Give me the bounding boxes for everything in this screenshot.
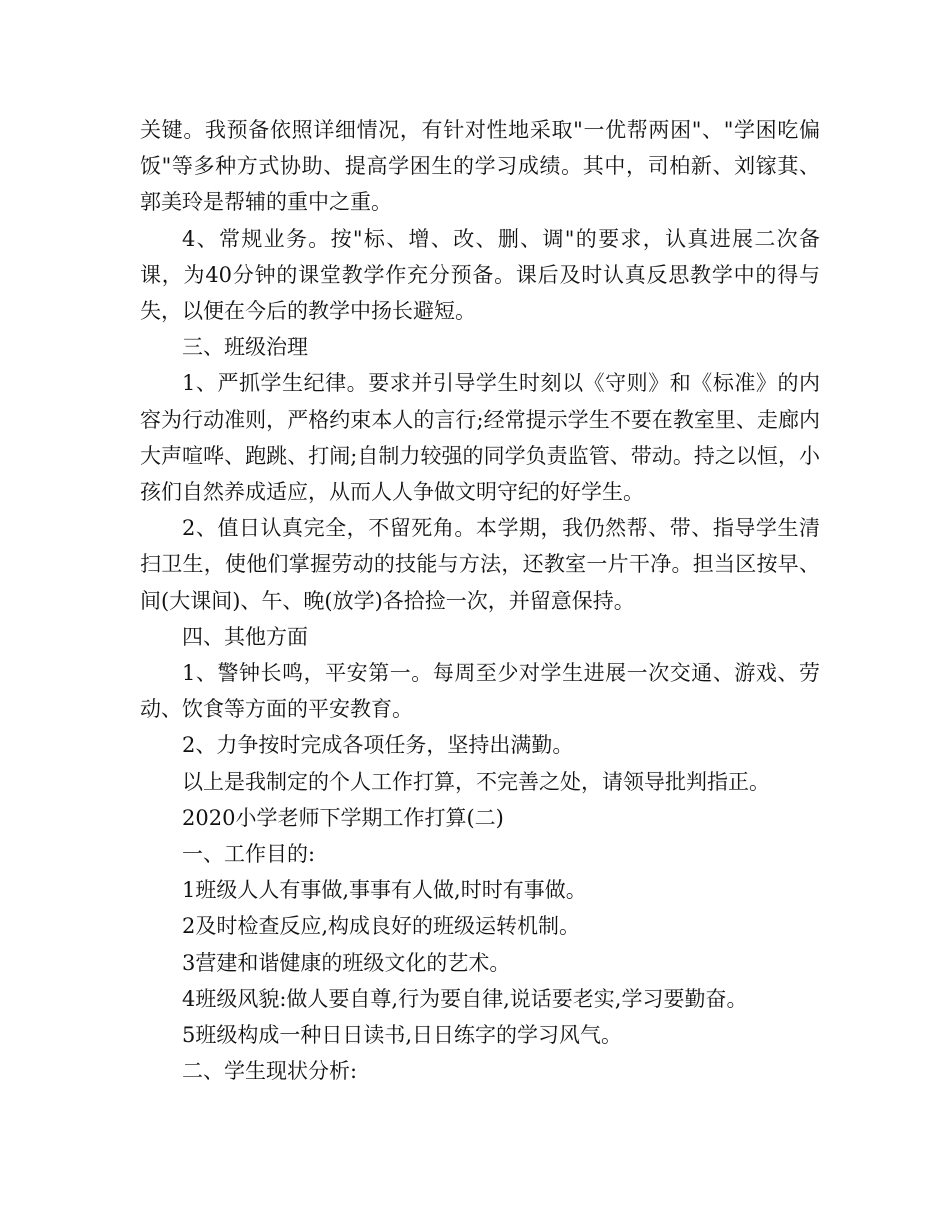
document-body <box>140 112 820 1089</box>
paragraph-1: 关键。我预备依照详细情况，有针对性地采取"一优帮两困"、"学困吃偏饭"等多种方式协助、提高学困生的学习成绩。其中，司柏新、刘镓萁、郭美玲是帮辅的重中之重。 <box>140 118 820 215</box>
paragraph-5: 2、值日认真完全，不留死角。本学期，我仍然帮、带、指导学生清扫卫生，使他们掌握劳动的技能与方法，还教室一片干净。担当区按早、间(大课间)、午、晚(放学)各拾捡一次，并留意保持。 <box>140 516 820 613</box>
document-subtitle: 2020小学老师下学期工作打算(二) <box>182 805 504 830</box>
goal-item-3: 3营建和谐健康的班级文化的艺术。 <box>182 950 511 975</box>
paragraph-9: 以上是我制定的个人工作打算，不完善之处，请领导批判指正。 <box>182 769 770 794</box>
paragraph-7: 1、警钟长鸣，平安第一。每周至少对学生进展一次交通、游戏、劳动、饮食等方面的平安教育。 <box>140 661 820 722</box>
goal-item-4: 4班级风貌:做人要自尊,行为要自律,说话要老实,学习要勤奋。 <box>182 986 748 1011</box>
section-heading-class-management: 三、班级治理 <box>182 335 308 360</box>
goal-item-5: 5班级构成一种日日读书,日日练字的学习风气。 <box>182 1023 623 1048</box>
paragraph-2: 4、常规业务。按"标、增、改、删、调"的要求，认真进展二次备课，为40分钟的课堂教学作充分预备。课后及时认真反思教学中的得与失，以便在今后的教学中扬长避短。 <box>140 226 820 324</box>
paragraph-8: 2、力争按时完成各项任务，坚持出满勤。 <box>182 733 574 758</box>
paragraph-4: 1、严抓学生纪律。要求并引导学生时刻以《守则》和《标准》的内容为行动准则，严格约束本人的言行;经常提示学生不要在教室里、走廊内大声喧哗、跑跳、打闹;自制力较强的同学负责监管、带动。持之以恒，小孩们自然养成适应，从而人人争做文明守纪的好学生。 <box>140 371 820 505</box>
section-heading-student-analysis: 二、学生现状分析: <box>182 1059 358 1084</box>
section-heading-other: 四、其他方面 <box>182 624 308 649</box>
goal-item-1: 1班级人人有事做,事事有人做,时时有事做。 <box>182 878 587 903</box>
goal-item-2: 2及时检查反应,构成良好的班级运转机制。 <box>182 914 581 939</box>
section-heading-goals: 一、工作目的: <box>182 842 316 867</box>
